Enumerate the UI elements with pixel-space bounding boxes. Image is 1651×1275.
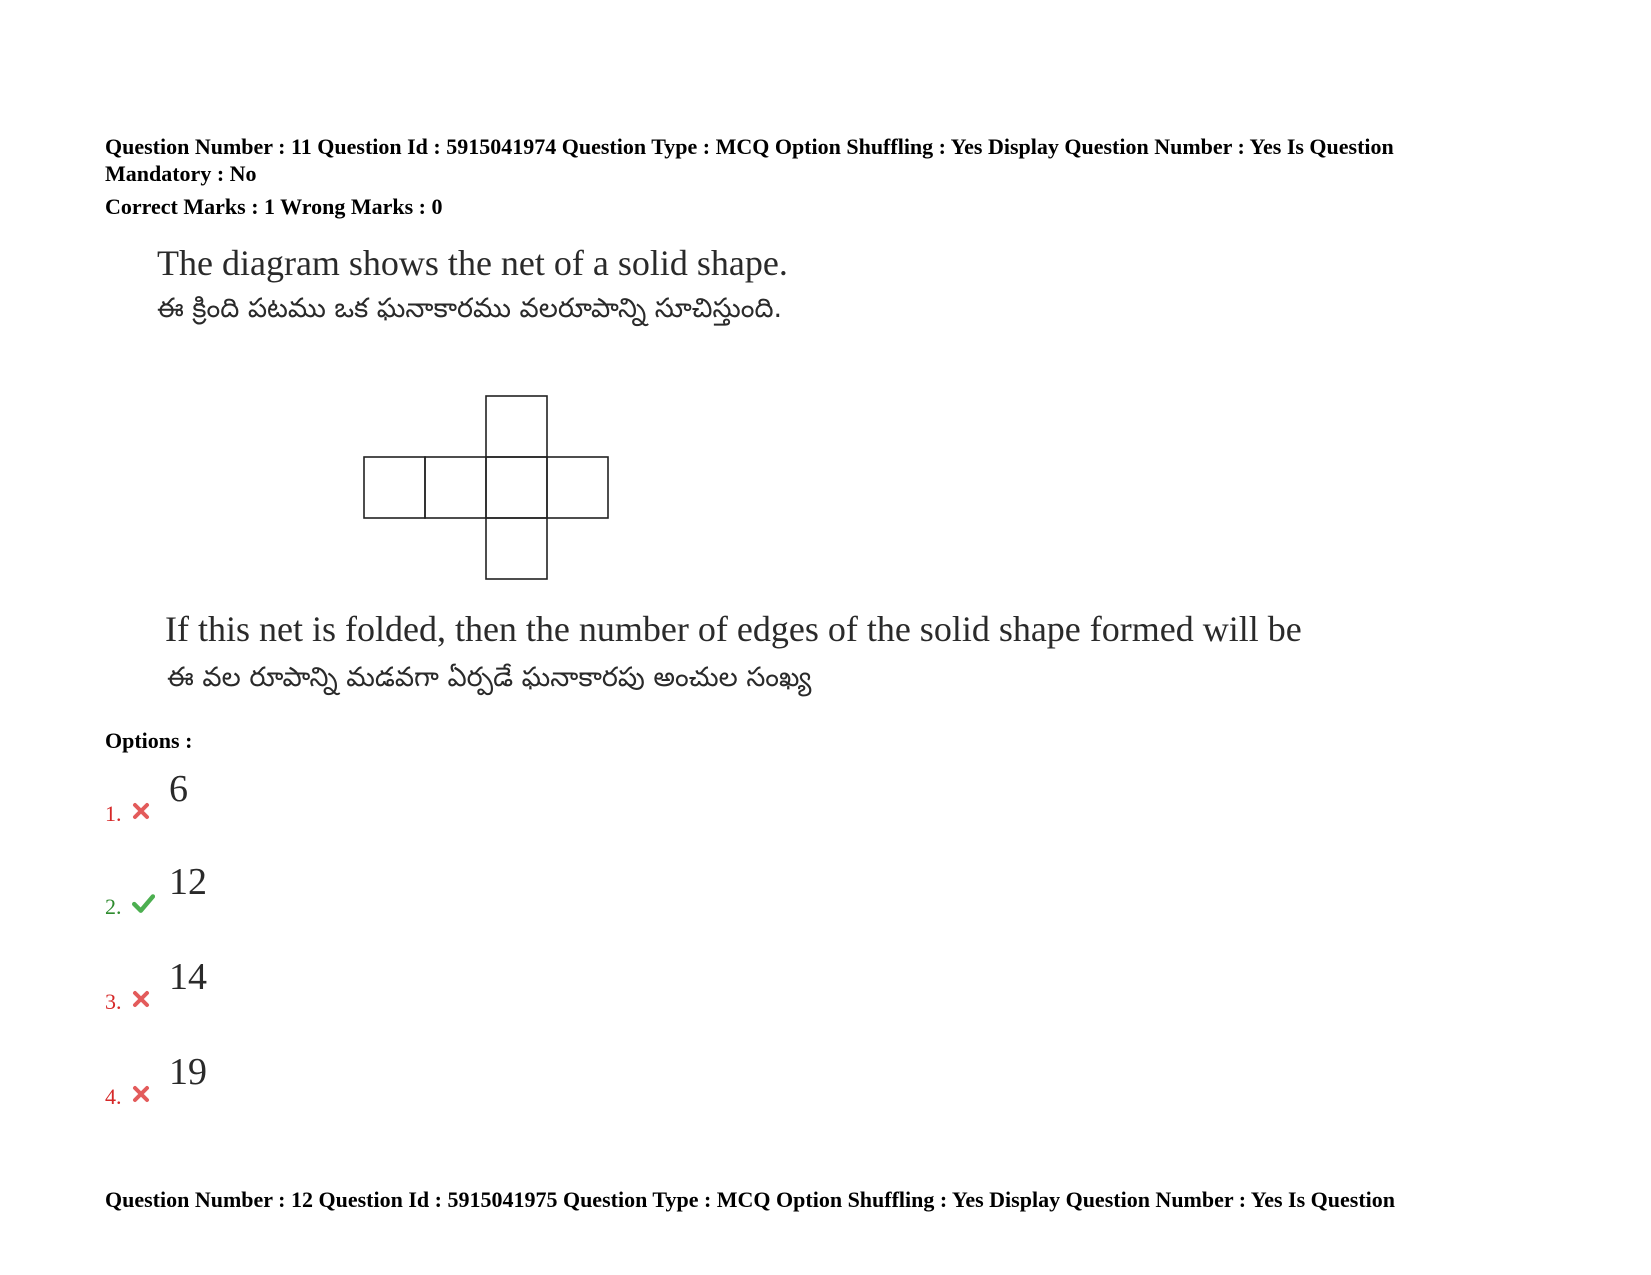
option-row[interactable] <box>105 767 505 827</box>
option-value: 19 <box>169 1051 207 1093</box>
option-value: 6 <box>169 768 188 810</box>
net-square <box>486 457 547 518</box>
option-row[interactable] <box>105 1050 505 1110</box>
cube-net-diagram <box>360 394 612 582</box>
question-meta-line: Question Number : 11 Question Id : 5915041974 Question Type : MCQ Option Shuffling : Yes Display Question Number : Yes Is Question <box>105 134 1394 159</box>
question-stem-english: The diagram shows the net of a solid shape. <box>157 243 788 283</box>
option-value: 14 <box>169 956 207 998</box>
net-square <box>364 457 425 518</box>
options-label: Options : <box>105 728 193 753</box>
option-number: 2. <box>105 894 122 919</box>
question-meta-line: Question Number : 12 Question Id : 5915041975 Question Type : MCQ Option Shuffling : Yes Display Question Number : Yes Is Question <box>105 1187 1395 1212</box>
question-stem-telugu: ఈ వల రూపాన్ని మడవగా ఏర్పడే ఘనాకారపు అంచుల సంఖ్య <box>167 662 812 693</box>
option-number: 4. <box>105 1084 122 1109</box>
question-stem-telugu: ఈ క్రింది పటము ఒక ఘనాకారము వలరూపాన్ని సూచిస్తుంది. <box>157 293 783 324</box>
net-square <box>486 396 547 457</box>
question-11-meta <box>105 133 1545 187</box>
option-row[interactable] <box>105 955 505 1015</box>
question-meta-line: Mandatory : No <box>105 161 257 186</box>
option-number: 1. <box>105 801 122 826</box>
question-stem-english: If this net is folded, then the number of edges of the solid shape formed will be <box>165 609 1302 649</box>
option-number: 3. <box>105 989 122 1014</box>
net-square <box>486 518 547 579</box>
net-square <box>547 457 608 518</box>
cross-icon <box>131 989 151 1009</box>
net-square <box>425 457 486 518</box>
cross-icon <box>131 801 151 821</box>
option-value: 12 <box>169 861 207 903</box>
option-row[interactable] <box>105 860 505 920</box>
cross-icon <box>131 1084 151 1104</box>
check-icon <box>131 892 155 914</box>
question-12-meta <box>105 1186 1545 1213</box>
question-marks: Correct Marks : 1 Wrong Marks : 0 <box>105 194 443 219</box>
